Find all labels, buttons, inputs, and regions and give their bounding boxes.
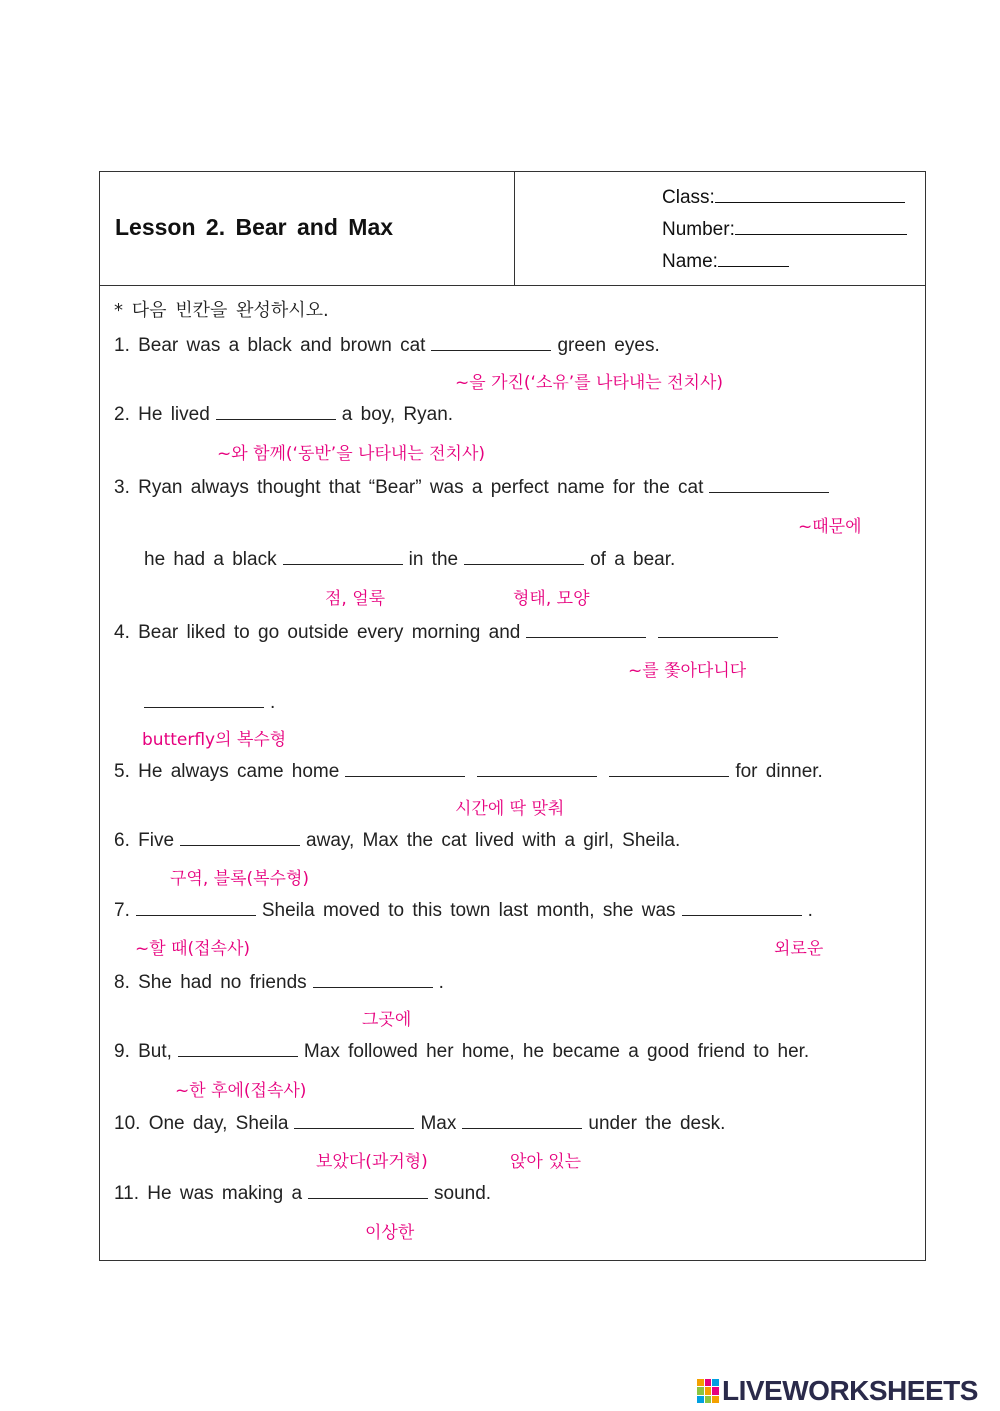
q9-hint: ~한 후에(접속사) (175, 1081, 307, 1101)
q10-text-c: under the desk. (588, 1113, 726, 1134)
q3-hint-2: 점, 얼룩 (325, 589, 386, 609)
q4-blank-1[interactable] (526, 621, 646, 638)
q4-text-a: 4. Bear liked to go outside every morning and (114, 622, 521, 643)
q7-end: . (807, 900, 813, 921)
q10-blank-2[interactable] (462, 1112, 582, 1129)
q4-hint-2: butterfly의 복수형 (142, 730, 287, 750)
q4-end: . (270, 692, 276, 713)
q7-hint-2: 외로운 (774, 939, 824, 959)
header-row (100, 172, 925, 286)
name-field[interactable] (662, 248, 789, 273)
instruction: * 다음 빈칸을 완성하시오. (114, 300, 329, 321)
q3-hint-1: ~때문에 (798, 517, 862, 537)
q10-text-b: Max (420, 1113, 457, 1134)
q3-text-e: of a bear. (590, 549, 676, 570)
q3-blank-1[interactable] (709, 476, 829, 493)
q1-blank[interactable] (431, 334, 551, 351)
q8-hint: 그곳에 (362, 1010, 412, 1030)
q11-text-a: 11. He was making a (114, 1183, 303, 1204)
q3-blank-2[interactable] (283, 548, 403, 565)
q1-hint: ~을 가진(‘소유’를 나타내는 전치사) (455, 373, 724, 393)
question-4-line-2 (138, 691, 275, 714)
q2-text-a: 2. He lived (114, 404, 210, 425)
q10-hint-1: 보았다(과거형) (316, 1152, 428, 1172)
q6-text-b: away, Max the cat lived with a girl, Sheila. (306, 830, 681, 851)
q3-hint-3: 형태, 모양 (513, 589, 590, 609)
q8-text-a: 8. She had no friends (114, 972, 307, 993)
q3-text-a: 3. Ryan always thought that “Bear” was a perfect name for the cat (114, 477, 704, 498)
q11-text-b: sound. (434, 1183, 492, 1204)
question-8 (114, 971, 444, 994)
q3-text-c: he had a black (144, 549, 277, 570)
q7-blank-2[interactable] (682, 899, 802, 916)
q1-text-a: 1. Bear was a black and brown cat (114, 335, 426, 356)
question-7 (114, 899, 813, 922)
q4-blank-3[interactable] (144, 691, 264, 708)
class-label: Class: (662, 187, 715, 208)
q10-hint-2: 앉아 있는 (510, 1152, 582, 1172)
q7-hint-1: ~할 때(접속사) (135, 939, 251, 959)
question-5 (114, 760, 823, 783)
q6-text-a: 6. Five (114, 830, 175, 851)
q3-text-d: in the (408, 549, 459, 570)
question-3 (114, 476, 835, 499)
question-2 (114, 403, 453, 426)
q5-text-b: for dinner. (735, 761, 823, 782)
q9-blank[interactable] (178, 1040, 298, 1057)
q8-end: . (438, 972, 444, 993)
question-11 (114, 1182, 491, 1205)
question-4 (114, 621, 784, 644)
q5-hint: 시간에 딱 맞춰 (455, 799, 565, 819)
q5-text-a: 5. He always came home (114, 761, 340, 782)
q7-text-a: 7. (114, 900, 130, 921)
question-1 (114, 334, 660, 357)
class-field[interactable] (662, 184, 905, 209)
q2-blank[interactable] (216, 403, 336, 420)
q3-blank-3[interactable] (464, 548, 584, 565)
name-label: Name: (662, 251, 718, 272)
q5-blank-1[interactable] (345, 760, 465, 777)
number-label: Number: (662, 219, 735, 240)
q7-text-b: Sheila moved to this town last month, she was (261, 900, 676, 921)
question-10 (114, 1112, 725, 1135)
question-6 (114, 829, 680, 852)
logo-mark-icon (697, 1379, 719, 1403)
header-title-cell (100, 172, 515, 285)
q9-text-a: 9. But, (114, 1041, 172, 1062)
q10-blank-1[interactable] (294, 1112, 414, 1129)
q9-text-b: Max followed her home, he became a good friend to her. (303, 1041, 810, 1062)
q4-blank-2[interactable] (658, 621, 778, 638)
page-title: Lesson 2. Bear and Max (115, 214, 394, 240)
question-9 (114, 1040, 809, 1063)
question-3-line-2 (144, 548, 675, 571)
q11-blank[interactable] (308, 1182, 428, 1199)
number-field[interactable] (662, 216, 907, 241)
class-input-line[interactable] (715, 184, 905, 203)
q5-blank-2[interactable] (477, 760, 597, 777)
name-input-line[interactable] (718, 248, 789, 267)
q11-hint: 이상한 (365, 1223, 415, 1243)
q10-text-a: 10. One day, Sheila (114, 1113, 289, 1134)
q4-hint-1: ~를 쫓아다니다 (628, 661, 747, 681)
q6-blank[interactable] (180, 829, 300, 846)
q7-blank-1[interactable] (136, 899, 256, 916)
q2-text-b: a boy, Ryan. (341, 404, 454, 425)
logo-text: LIVEWORKSHEETS (722, 1375, 978, 1406)
q5-blank-3[interactable] (609, 760, 729, 777)
q1-text-b: green eyes. (557, 335, 660, 356)
liveworksheets-logo[interactable] (697, 1375, 978, 1407)
worksheet-frame (99, 171, 926, 1261)
q2-hint: ~와 함께(‘동반’을 나타내는 전치사) (217, 444, 486, 464)
number-input-line[interactable] (735, 216, 907, 235)
q8-blank[interactable] (313, 971, 433, 988)
q6-hint: 구역, 블록(복수형) (170, 869, 310, 889)
